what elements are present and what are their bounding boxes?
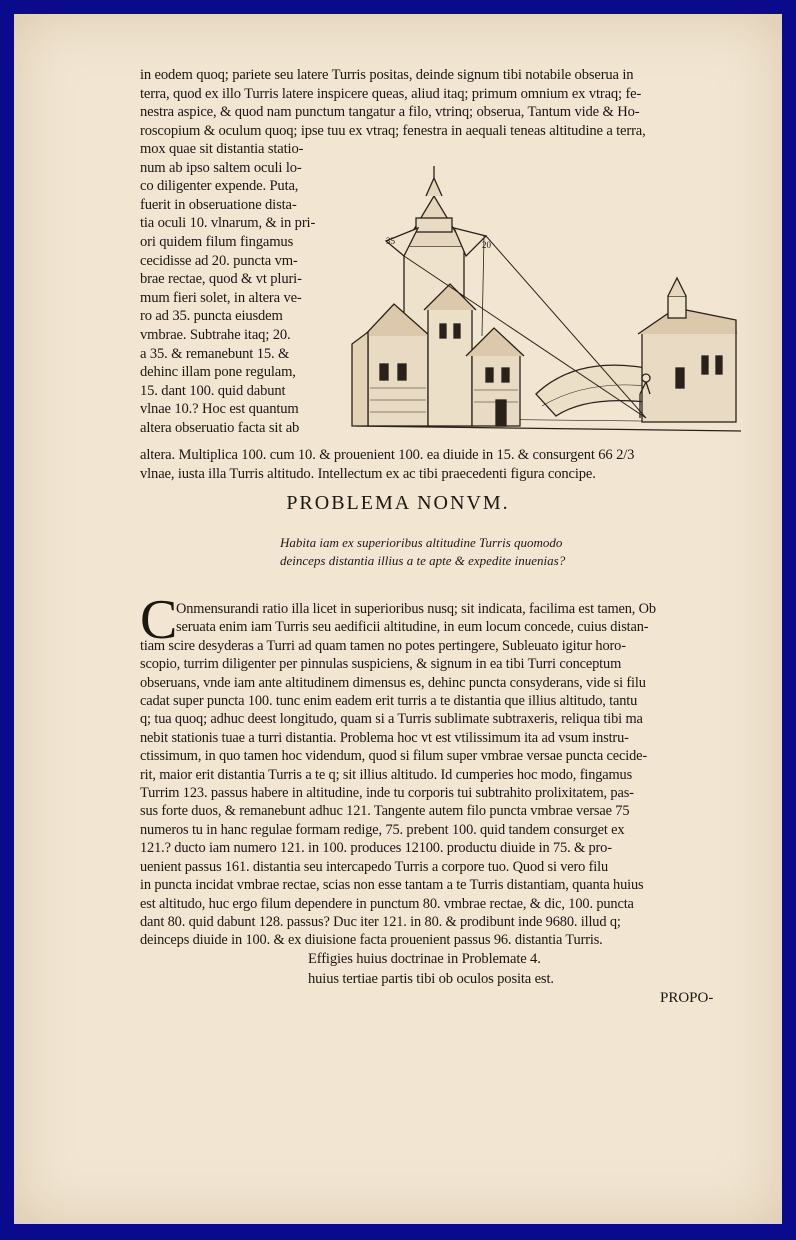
text-line: est altitudo, huc ergo filum dependere in punctum 80. vmbrae rectae, & dic, 100. puncta [140,895,634,912]
text-line: num ab ipso saltem oculi lo- [140,159,302,176]
text-line: 15. dant 100. quid dabunt [140,382,286,399]
closing-line: Effigies huius doctrinae in Problemate 4. [308,951,541,967]
left-column-text [140,140,352,438]
paragraph-after-figure [140,446,760,483]
text-line: brae rectae, quod & vt pluri- [140,271,302,288]
text-line: deinceps distantia illius a te apte & expedite inuenias? [280,553,566,568]
text-line: Onmensurandi ratio illa licet in superioribus nusq; sit indicata, facilima est tamen, Ob [176,601,656,617]
text-line: mox quae sit distantia statio- [140,141,304,157]
text-line: dehinc illam pone regulam, [140,364,296,381]
text-line: vlnae 10.? Hoc est quantum [140,401,299,418]
text-line: q; tua quoq; adhuc deest longitudo, quam si a Turris sublimate subtraxeris, reliqua tibi ma [140,711,643,728]
text-line: nebit stationis tuae a turri distantia. Problema hoc vt est vtilissimum ita ad vsum instru- [140,729,629,746]
text-line: altera. Multiplica 100. cum 10. & prouenient 100. ea diuide in 15. & consurgent 66 2/3 [140,447,635,463]
text-line: fuerit in obseruatione dista- [140,196,297,213]
text-line: vmbrae. Subtrahe itaq; 20. [140,326,291,343]
text-line: co diligenter expende. Puta, [140,178,299,195]
text-line: Turrim 123. passus habere in altitudine, inde tu corporis tui subtrahito prolixitatem, pas- [140,785,634,802]
text-line: ro ad 35. puncta eiusdem [140,308,283,325]
text-line: cadat super puncta 100. tunc enim eadem erit turris a te distantia que illius altitudo, tantu [140,693,638,710]
text-line: a 35. & remanebunt 15. & [140,345,290,362]
text-line: terra, quod ex illo Turris latere inspicere queas, aliud itaq; primum omnium ex vtraq; fe- [140,85,642,102]
text-line: scopio, turrim diligenter per pinnulas suspiciens, & signum in ea tibi Turri conceptum [140,656,622,673]
text-line: nestra aspice, & quod nam punctum tangatur a filo, vtrinq; obserua, Tantum vide & Ho- [140,104,640,121]
text-line: seruata enim iam Turris seu aedificii altitudine, in eum locum concede, cuius distan- [176,619,649,636]
text-line: dant 80. quid dabunt 128. passus? Duc iter 121. in 80. & prodibunt inde 9680. illud q; [140,913,621,930]
figure-label-left: 35 [386,236,395,246]
text-line: ctissimum, in quo tamen hoc videndum, quod si filum super vmbrae versae puncta cecide- [140,748,648,765]
text-line: roscopium & oculum quoq; ipse tuu ex vtraq; fenestra in aequali teneas altitudine a terra, [140,122,646,139]
woodcut-illustration [346,156,746,446]
text-line: vlnae, iusta illa Turris altitudo. Intellectum ex ac tibi praecedenti figura concipe. [140,465,596,482]
text-line: deinceps diuide in 100. & ex diuisione facta prouenient passus 96. distantia Turris. [140,932,603,949]
text-line: in eodem quoq; pariete seu latere Turris positas, deinde signum tibi notabile obserua in [140,67,634,83]
text-line: numeros tu in hanc regulae formam redige, 75. prebent 100. quid tandem consurget ex [140,821,625,838]
section-subheading [280,534,700,570]
book-page [14,14,782,1224]
text-line: obseruans, vnde iam ante altitudinem dimensus es, dehinc puncta consyderans, vide si filu [140,674,646,691]
text-line: ori quidem filum fingamus [140,233,294,250]
text-line: rit, maior erit distantia Turris a te q; sit illius altitudo. Id cumperies hoc modo, fingamus [140,766,633,783]
text-line: in puncta incidat vmbrae rectae, scias non esse tantam a te Turris distantiam, quanta huius [140,877,644,894]
section-heading: PROBLEMA NONVM. [286,492,510,514]
text-line: cecidisse ad 20. puncta vm- [140,252,298,269]
text-line: tia oculi 10. vlnarum, & in pri- [140,215,316,232]
top-paragraph [140,66,760,140]
body-paragraph [140,600,760,950]
text-line: sus forte duos, & remanebunt adhuc 121. Tangente autem filo puncta vmbrae versae 75 [140,803,630,820]
text-line: tiam scire desyderas a Turri ad quam tamen no potes pertingere, Subleuato igitur horo- [140,637,626,654]
text-line: altera obseruatio facta sit ab [140,419,300,436]
figure-label-right: 20 [482,240,491,250]
text-line: uenient passus 161. distantia seu intercapedo Turris a corpore tuo. Quod si vero filu [140,858,609,875]
closing-line: huius tertiae partis tibi ob oculos posita est. [308,971,554,987]
text-line: 121.? ducto iam numero 121. in 100. produces 12100. productu diuide in 75. & pro- [140,840,612,857]
catchword: PROPO- [660,990,714,1006]
text-line: mum fieri solet, in altera ve- [140,289,302,306]
dropcap-letter: C [140,589,178,651]
text-line: Habita iam ex superioribus altitudine Turris quomodo [280,535,563,550]
